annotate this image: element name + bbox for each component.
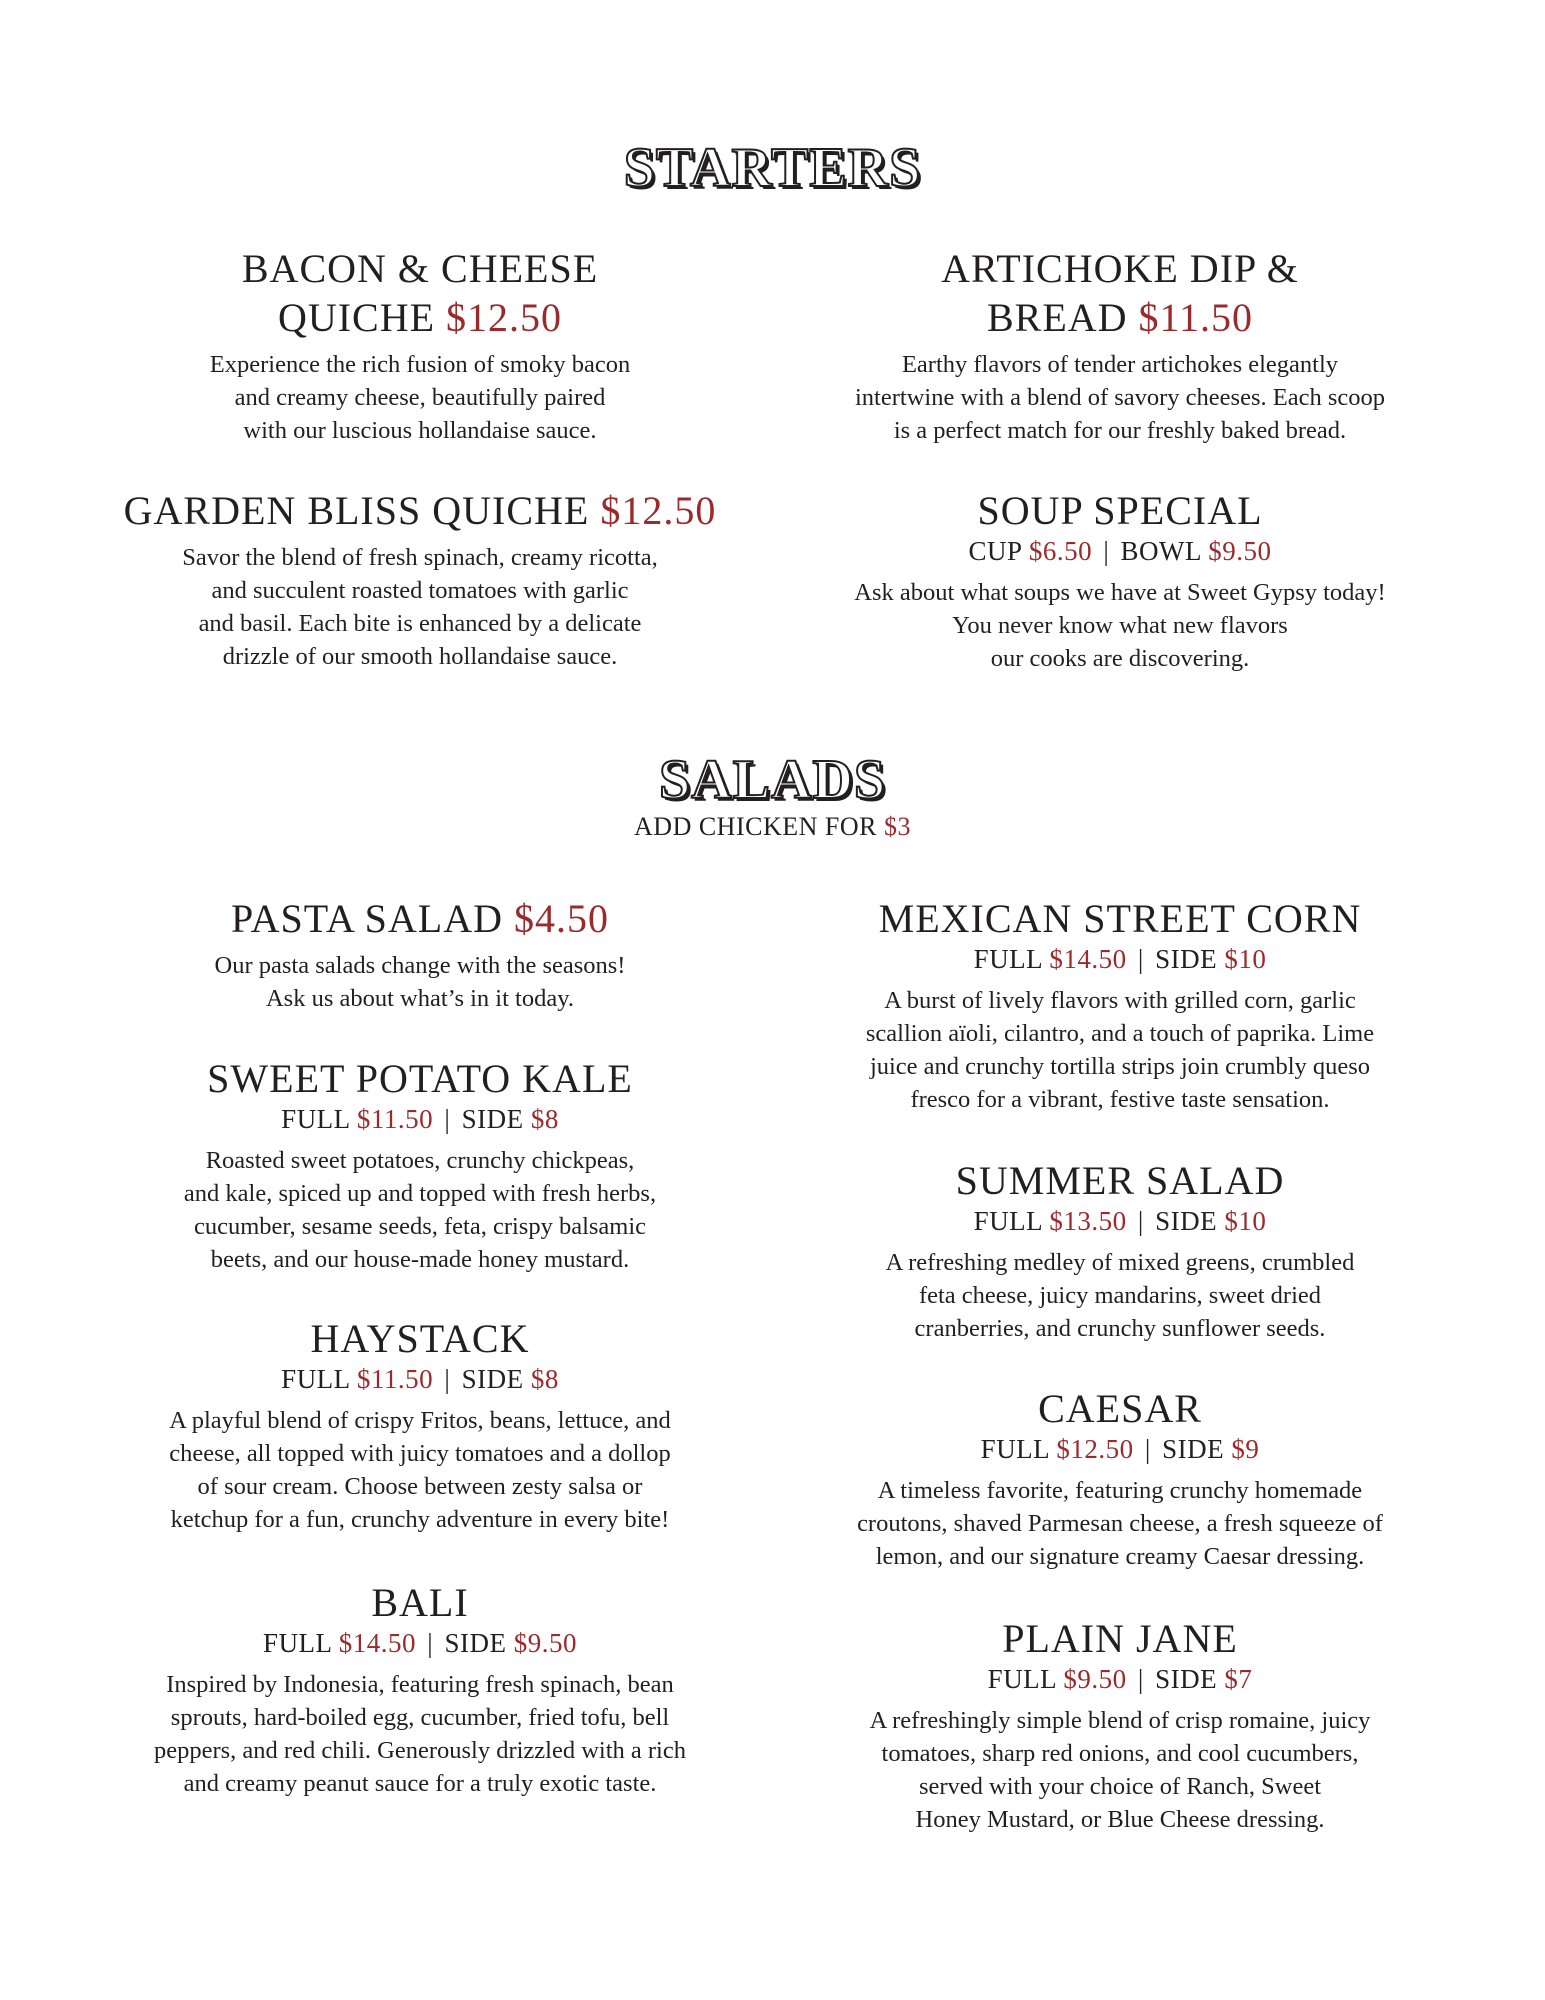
menu-item-mexican-street-corn xyxy=(780,894,1460,1116)
description-line: is a perfect match for our freshly baked bread. xyxy=(893,417,1347,444)
description-line: intertwine with a blend of savory cheeses. Each scoop xyxy=(855,384,1385,411)
description-line: and kale, spiced up and topped with fresh herbs, xyxy=(183,1180,657,1207)
menu-item-sweet-potato-kale xyxy=(80,1054,760,1276)
description-line: juice and crunchy tortilla strips join crumbly queso xyxy=(869,1053,1371,1080)
variant-label: SIDE xyxy=(1155,1206,1218,1236)
description-line: drizzle of our smooth hollandaise sauce. xyxy=(222,643,618,670)
item-name: CAESAR xyxy=(1038,1386,1202,1431)
variant-separator: | xyxy=(427,1628,434,1658)
item-name xyxy=(80,244,760,342)
item-name-line: BACON & CHEESE xyxy=(241,246,599,291)
item-variants xyxy=(780,1433,1460,1466)
variant-label: FULL xyxy=(980,1434,1050,1464)
variant-separator: | xyxy=(1144,1434,1151,1464)
item-description xyxy=(80,1668,760,1800)
item-name-line: QUICHE xyxy=(277,295,436,340)
item-variants xyxy=(780,1205,1460,1238)
description-line: Inspired by Indonesia, featuring fresh spinach, bean xyxy=(166,1671,674,1698)
item-description xyxy=(780,1704,1460,1836)
variant-label: SIDE xyxy=(461,1104,524,1134)
description-line: with our luscious hollandaise sauce. xyxy=(243,417,597,444)
item-price: $11.50 xyxy=(1138,295,1254,340)
item-description xyxy=(780,348,1460,447)
item-name: MEXICAN STREET CORN xyxy=(878,896,1362,941)
variant-price: $11.50 xyxy=(356,1364,434,1394)
description-line: and basil. Each bite is enhanced by a delicate xyxy=(198,610,642,637)
salads-heading: SALADS xyxy=(659,749,886,811)
description-line: A refreshingly simple blend of crisp romaine, juicy xyxy=(869,1707,1371,1734)
description-line: Experience the rich fusion of smoky bacon xyxy=(209,351,631,378)
variant-price: $9 xyxy=(1231,1434,1260,1464)
starters-heading: STARTERS xyxy=(623,137,922,199)
description-line: ketchup for a fun, crunchy adventure in every bite! xyxy=(170,1506,670,1533)
menu-item-caesar xyxy=(780,1384,1460,1573)
item-description xyxy=(780,984,1460,1116)
variant-label: FULL xyxy=(281,1104,350,1134)
menu-item-plain-jane xyxy=(780,1614,1460,1836)
description-line: Roasted sweet potatoes, crunchy chickpeas, xyxy=(205,1147,635,1174)
description-line: A burst of lively flavors with grilled corn, garlic xyxy=(884,987,1356,1014)
description-line: served with your choice of Ranch, Sweet xyxy=(918,1773,1322,1800)
item-name: BALI xyxy=(371,1580,469,1625)
item-description xyxy=(80,949,760,1015)
item-price: $4.50 xyxy=(513,896,609,941)
variant-price: $6.50 xyxy=(1028,536,1093,566)
subtitle-price: $3 xyxy=(883,812,911,841)
item-variants xyxy=(780,943,1460,976)
variant-price: $9.50 xyxy=(1208,536,1272,566)
menu-item-bacon-cheese-quiche xyxy=(80,244,760,447)
description-line: and creamy cheese, beautifully paired xyxy=(234,384,606,411)
description-line: Ask about what soups we have at Sweet Gypsy today! xyxy=(854,579,1386,606)
menu-item-bali xyxy=(80,1578,760,1800)
description-line: tomatoes, sharp red onions, and cool cucumbers, xyxy=(881,1740,1359,1767)
variant-label: SIDE xyxy=(444,1628,507,1658)
variant-price: $12.50 xyxy=(1056,1434,1134,1464)
item-description xyxy=(780,1474,1460,1573)
description-line: Honey Mustard, or Blue Cheese dressing. xyxy=(915,1806,1325,1833)
description-line: A refreshing medley of mixed greens, crumbled xyxy=(885,1249,1355,1276)
menu-item-garden-bliss-quiche xyxy=(80,486,760,673)
item-description xyxy=(80,541,760,673)
variant-separator: | xyxy=(444,1104,451,1134)
variant-label: BOWL xyxy=(1120,536,1201,566)
item-name-line: BREAD xyxy=(986,295,1128,340)
item-description xyxy=(80,1144,760,1276)
description-line: of sour cream. Choose between zesty salsa or xyxy=(197,1473,643,1500)
item-name: PLAIN JANE xyxy=(1002,1616,1238,1661)
variant-price: $14.50 xyxy=(1049,944,1127,974)
variant-separator: | xyxy=(1103,536,1110,566)
item-name: SWEET POTATO KALE xyxy=(207,1056,633,1101)
description-line: A playful blend of crispy Fritos, beans, lettuce, and xyxy=(169,1407,671,1434)
variant-price: $8 xyxy=(530,1364,559,1394)
description-line: and succulent roasted tomatoes with garlic xyxy=(211,577,629,604)
item-name: SUMMER SALAD xyxy=(955,1158,1285,1203)
variant-price: $14.50 xyxy=(338,1628,417,1658)
description-line: Earthy flavors of tender artichokes elegantly xyxy=(901,351,1339,378)
item-description xyxy=(780,576,1460,675)
item-price: $12.50 xyxy=(600,488,717,533)
variant-price: $11.50 xyxy=(356,1104,434,1134)
subtitle-text: ADD CHICKEN FOR xyxy=(634,812,877,841)
variant-label: SIDE xyxy=(1155,1664,1218,1694)
variant-separator: | xyxy=(444,1364,451,1394)
item-variants xyxy=(780,1663,1460,1696)
description-line: feta cheese, juicy mandarins, sweet dried xyxy=(918,1282,1322,1309)
variant-label: FULL xyxy=(987,1664,1057,1694)
menu-item-haystack xyxy=(80,1314,760,1536)
description-line: peppers, and red chili. Generously drizzled with a rich xyxy=(153,1737,686,1764)
item-variants xyxy=(80,1103,760,1136)
variant-label: SIDE xyxy=(461,1364,524,1394)
salads-subtitle xyxy=(0,812,1545,842)
description-line: beets, and our house-made honey mustard. xyxy=(210,1246,630,1273)
description-line: cheese, all topped with juicy tomatoes and a dollop xyxy=(169,1440,671,1467)
menu-item-pasta-salad xyxy=(80,894,760,1015)
item-name xyxy=(780,244,1460,342)
item-description xyxy=(80,348,760,447)
item-price: $12.50 xyxy=(446,295,563,340)
variant-price: $9.50 xyxy=(513,1628,577,1658)
description-line: Ask us about what’s in it today. xyxy=(265,985,575,1012)
variant-separator: | xyxy=(1137,944,1144,974)
description-line: cranberries, and crunchy sunflower seeds. xyxy=(914,1315,1326,1342)
variant-price: $13.50 xyxy=(1049,1206,1127,1236)
variant-price: $8 xyxy=(530,1104,559,1134)
variant-price: $7 xyxy=(1224,1664,1253,1694)
variant-label: FULL xyxy=(973,944,1043,974)
description-line: A timeless favorite, featuring crunchy homemade xyxy=(877,1477,1363,1504)
variant-label: FULL xyxy=(973,1206,1043,1236)
variant-label: FULL xyxy=(281,1364,350,1394)
item-description xyxy=(80,1404,760,1536)
variant-separator: | xyxy=(1137,1664,1144,1694)
description-line: Our pasta salads change with the seasons! xyxy=(214,952,626,979)
description-line: lemon, and our signature creamy Caesar dressing. xyxy=(875,1543,1365,1570)
menu-item-summer-salad xyxy=(780,1156,1460,1345)
description-line: and creamy peanut sauce for a truly exotic taste. xyxy=(183,1770,657,1797)
item-name-line: ARTICHOKE DIP & xyxy=(941,246,1299,291)
menu-item-artichoke-dip xyxy=(780,244,1460,447)
item-name xyxy=(80,486,760,535)
variant-label: SIDE xyxy=(1155,944,1218,974)
item-name-text: GARDEN BLISS QUICHE xyxy=(123,488,590,533)
description-line: sprouts, hard-boiled egg, cucumber, fried tofu, bell xyxy=(170,1704,670,1731)
description-line: croutons, shaved Parmesan cheese, a fresh squeeze of xyxy=(857,1510,1383,1537)
menu-item-soup-special xyxy=(780,486,1460,675)
item-variants xyxy=(780,535,1460,568)
item-variants xyxy=(80,1627,760,1660)
item-name-text: PASTA SALAD xyxy=(231,896,503,941)
description-line: our cooks are discovering. xyxy=(990,645,1250,672)
variant-label: FULL xyxy=(263,1628,332,1658)
item-description xyxy=(780,1246,1460,1345)
variant-price: $10 xyxy=(1224,1206,1267,1236)
description-line: scallion aïoli, cilantro, and a touch of paprika. Lime xyxy=(865,1020,1375,1047)
variant-label: SIDE xyxy=(1162,1434,1225,1464)
item-name: SOUP SPECIAL xyxy=(977,488,1263,533)
description-line: fresco for a vibrant, festive taste sensation. xyxy=(910,1086,1330,1113)
description-line: cucumber, sesame seeds, feta, crispy balsamic xyxy=(193,1213,647,1240)
item-variants xyxy=(80,1363,760,1396)
variant-separator: | xyxy=(1137,1206,1144,1236)
item-name: HAYSTACK xyxy=(310,1316,530,1361)
variant-price: $10 xyxy=(1224,944,1267,974)
variant-label: CUP xyxy=(968,536,1022,566)
variant-price: $9.50 xyxy=(1063,1664,1127,1694)
description-line: You never know what new flavors xyxy=(952,612,1288,639)
description-line: Savor the blend of fresh spinach, creamy ricotta, xyxy=(182,544,658,571)
item-name xyxy=(80,894,760,943)
